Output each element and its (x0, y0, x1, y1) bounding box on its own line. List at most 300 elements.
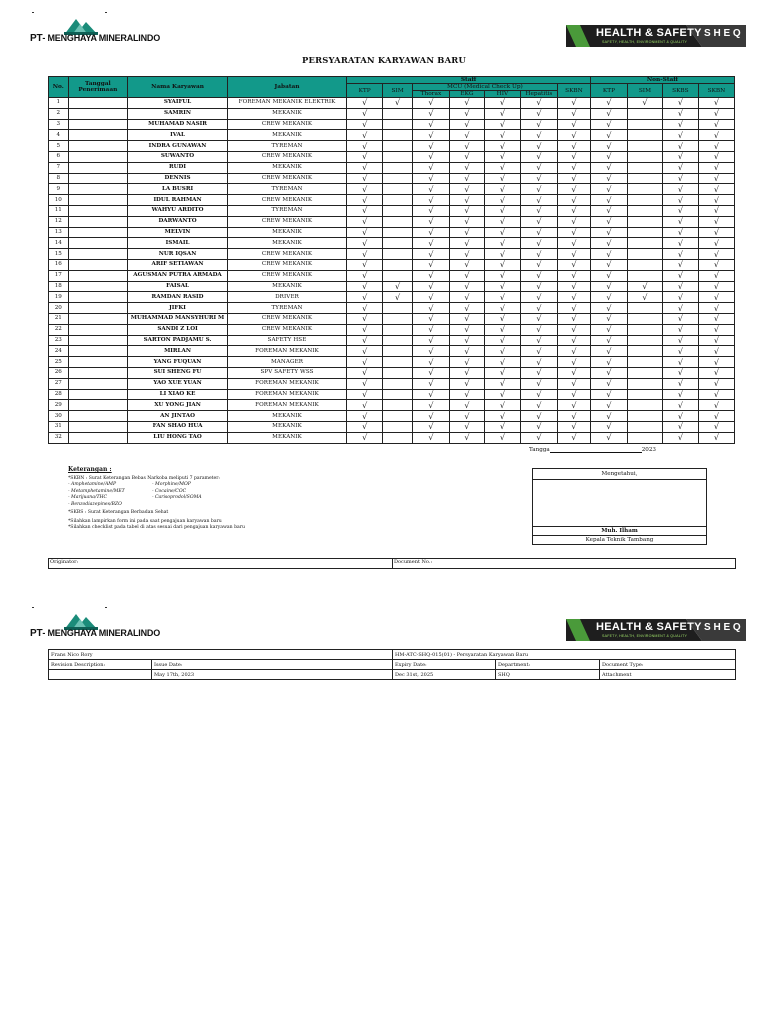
check-sim: √ (383, 98, 413, 109)
check-ns-skbn: √ (698, 367, 734, 378)
check-ns-ktp: √ (590, 119, 627, 130)
check-thorax: √ (412, 130, 449, 141)
check-thorax: √ (412, 259, 449, 270)
check-sim: √ (383, 281, 413, 292)
row-jabatan: DRIVER (227, 292, 346, 303)
table-row (49, 432, 735, 443)
check-hiv: √ (484, 303, 520, 314)
check-ktp: √ (347, 292, 383, 303)
check-skbn: √ (557, 303, 590, 314)
check-ns-sim (627, 259, 662, 270)
check-sim (383, 238, 413, 249)
check-hepatitis: √ (520, 411, 557, 422)
table-row (49, 411, 735, 422)
check-ns-skbs: √ (662, 184, 698, 195)
check-ns-skbs: √ (662, 119, 698, 130)
check-ktp: √ (347, 346, 383, 357)
row-jabatan: FOREMAN MEKANIK (227, 346, 346, 357)
row-nama: SANDI Z LOI (128, 324, 228, 335)
check-ktp: √ (347, 432, 383, 443)
check-sim (383, 151, 413, 162)
check-sim (383, 335, 413, 346)
row-no: 8 (49, 173, 69, 184)
check-hepatitis: √ (520, 108, 557, 119)
check-thorax: √ (412, 303, 449, 314)
check-ns-skbn: √ (698, 119, 734, 130)
check-ekg: √ (449, 411, 484, 422)
col-ns-sim: SIM (627, 84, 662, 98)
col-nonstaff: Non-Staff (590, 77, 734, 84)
row-nama: SYAIFUL (128, 98, 228, 109)
check-hepatitis: √ (520, 119, 557, 130)
row-nama: AN JINTAO (128, 411, 228, 422)
table-row (49, 173, 735, 184)
check-ktp: √ (347, 324, 383, 335)
health-safety-banner-footer (566, 619, 746, 641)
check-hepatitis: √ (520, 400, 557, 411)
check-ekg: √ (449, 421, 484, 432)
check-skbn: √ (557, 259, 590, 270)
check-sim (383, 259, 413, 270)
check-ns-skbn: √ (698, 400, 734, 411)
table-row (49, 259, 735, 270)
check-hiv: √ (484, 238, 520, 249)
row-jabatan: MEKANIK (227, 130, 346, 141)
check-hiv: √ (484, 119, 520, 130)
row-nama: SARTON PADJAMU S. (128, 335, 228, 346)
check-ekg: √ (449, 108, 484, 119)
originator-label: Originator: (49, 559, 393, 569)
row-no: 2 (49, 108, 69, 119)
check-hepatitis: √ (520, 281, 557, 292)
company-logo-footer (30, 610, 161, 644)
row-jabatan: MANAGER (227, 357, 346, 368)
check-ns-skbn: √ (698, 378, 734, 389)
document-title: PERSYARATAN KARYAWAN BARU (302, 55, 466, 65)
check-ns-sim (627, 303, 662, 314)
check-ns-ktp: √ (590, 162, 627, 173)
check-thorax: √ (412, 400, 449, 411)
check-ktp: √ (347, 108, 383, 119)
row-no: 27 (49, 378, 69, 389)
row-nama: SAMRIN (128, 108, 228, 119)
check-hepatitis: √ (520, 173, 557, 184)
check-hiv: √ (484, 421, 520, 432)
check-ekg: √ (449, 151, 484, 162)
row-nama: LI XIAO KE (128, 389, 228, 400)
check-ns-skbs: √ (662, 411, 698, 422)
check-ns-skbn: √ (698, 141, 734, 152)
check-ekg: √ (449, 195, 484, 206)
check-ns-sim (627, 173, 662, 184)
check-skbn: √ (557, 292, 590, 303)
row-nama: DARWANTO (128, 216, 228, 227)
row-jabatan: CREW MEKANIK (227, 195, 346, 206)
check-skbn: √ (557, 249, 590, 260)
check-ns-skbn: √ (698, 151, 734, 162)
check-ns-ktp: √ (590, 389, 627, 400)
check-thorax: √ (412, 411, 449, 422)
check-thorax: √ (412, 195, 449, 206)
check-ns-ktp: √ (590, 281, 627, 292)
col-ekg: EKG (449, 91, 484, 98)
check-sim (383, 205, 413, 216)
check-hiv: √ (484, 195, 520, 206)
check-skbn: √ (557, 98, 590, 109)
check-skbn: √ (557, 173, 590, 184)
check-thorax: √ (412, 151, 449, 162)
check-ns-ktp: √ (590, 130, 627, 141)
row-no: 16 (49, 259, 69, 270)
col-staff: Staff (347, 77, 591, 84)
skbn-intro: *SKBN : Surat Keterangan Bebas Narkoba meliputi 7 parameter: (68, 475, 220, 481)
row-jabatan: SAFETY HSE (227, 335, 346, 346)
table-row (49, 205, 735, 216)
row-no: 19 (49, 292, 69, 303)
col-sim: SIM (383, 84, 413, 98)
check-ns-ktp: √ (590, 432, 627, 443)
table-row (49, 303, 735, 314)
signer-name: Muh. Ilham (533, 527, 706, 536)
date-label: Tangga (529, 447, 550, 453)
check-hepatitis: √ (520, 357, 557, 368)
check-hiv: √ (484, 281, 520, 292)
row-nama: INDRA GUNAWAN (128, 141, 228, 152)
row-tanggal (68, 141, 128, 152)
banner-subtitle: SAFETY, HEALTH, ENVIRONMENT & QUALITY (602, 40, 688, 44)
check-hiv: √ (484, 432, 520, 443)
check-ns-skbs: √ (662, 281, 698, 292)
row-tanggal (68, 346, 128, 357)
check-sim (383, 162, 413, 173)
check-thorax: √ (412, 119, 449, 130)
check-hiv: √ (484, 357, 520, 368)
check-ns-skbs: √ (662, 303, 698, 314)
col-ns-skbs: SKBS (662, 84, 698, 98)
check-ns-skbs: √ (662, 173, 698, 184)
check-ktp: √ (347, 205, 383, 216)
row-nama: YANG FUQUAN (128, 357, 228, 368)
check-ns-ktp: √ (590, 324, 627, 335)
row-no: 32 (49, 432, 69, 443)
check-ekg: √ (449, 389, 484, 400)
check-ns-skbn: √ (698, 313, 734, 324)
check-hiv: √ (484, 151, 520, 162)
check-ns-skbs: √ (662, 432, 698, 443)
signature-area[interactable] (533, 480, 706, 527)
check-ns-sim (627, 195, 662, 206)
row-no: 23 (49, 335, 69, 346)
row-jabatan: FOREMAN MEKANIK (227, 389, 346, 400)
check-ns-skbn: √ (698, 173, 734, 184)
check-skbn: √ (557, 421, 590, 432)
check-thorax: √ (412, 281, 449, 292)
check-ekg: √ (449, 281, 484, 292)
row-tanggal (68, 270, 128, 281)
row-no: 6 (49, 151, 69, 162)
row-no: 4 (49, 130, 69, 141)
check-thorax: √ (412, 346, 449, 357)
originator-row (48, 558, 736, 569)
check-ktp: √ (347, 162, 383, 173)
check-ns-skbs: √ (662, 162, 698, 173)
check-ns-ktp: √ (590, 378, 627, 389)
check-ns-skbn: √ (698, 130, 734, 141)
table-row (49, 227, 735, 238)
row-tanggal (68, 98, 128, 109)
check-ekg: √ (449, 216, 484, 227)
check-ns-sim (627, 141, 662, 152)
check-ktp: √ (347, 173, 383, 184)
check-sim (383, 432, 413, 443)
employee-requirements-table (48, 76, 735, 444)
row-no: 22 (49, 324, 69, 335)
param-mop: - Morphine/MOP (152, 482, 191, 487)
table-row (49, 389, 735, 400)
col-hepatitis: Hepatitis (520, 91, 557, 98)
check-ns-sim (627, 378, 662, 389)
skbs-note: *SKBS : Surat Keterangan Berbadan Sehat (68, 510, 169, 515)
check-ns-ktp: √ (590, 184, 627, 195)
document-control-table (48, 649, 736, 680)
date-year: 2023 (641, 447, 656, 453)
check-ns-skbs: √ (662, 238, 698, 249)
row-tanggal (68, 367, 128, 378)
check-ns-skbn: √ (698, 357, 734, 368)
check-ns-skbn: √ (698, 227, 734, 238)
check-ekg: √ (449, 162, 484, 173)
check-ktp: √ (347, 400, 383, 411)
mark-dot (32, 607, 34, 608)
check-ns-skbn: √ (698, 162, 734, 173)
table-row (49, 378, 735, 389)
revision-value (49, 670, 152, 680)
check-thorax: √ (412, 184, 449, 195)
check-ns-sim (627, 162, 662, 173)
row-nama: JIFKI (128, 303, 228, 314)
check-hepatitis: √ (520, 432, 557, 443)
check-ktp: √ (347, 249, 383, 260)
check-hiv: √ (484, 98, 520, 109)
check-ekg: √ (449, 357, 484, 368)
check-ns-sim (627, 421, 662, 432)
check-skbn: √ (557, 130, 590, 141)
row-no: 18 (49, 281, 69, 292)
check-ns-skbn: √ (698, 303, 734, 314)
row-no: 9 (49, 184, 69, 195)
check-ns-skbs: √ (662, 227, 698, 238)
row-nama: ARIF SETIAWAN (128, 259, 228, 270)
check-sim (383, 357, 413, 368)
row-jabatan: CREW MEKANIK (227, 313, 346, 324)
row-jabatan: TYREMAN (227, 205, 346, 216)
check-ns-skbn: √ (698, 432, 734, 443)
check-ns-skbn: √ (698, 421, 734, 432)
check-hiv: √ (484, 130, 520, 141)
row-jabatan: MEKANIK (227, 421, 346, 432)
check-hepatitis: √ (520, 249, 557, 260)
table-row (49, 346, 735, 357)
check-ns-skbs: √ (662, 421, 698, 432)
row-nama: YAO XUE YUAN (128, 378, 228, 389)
check-hepatitis: √ (520, 205, 557, 216)
row-tanggal (68, 108, 128, 119)
check-hiv: √ (484, 389, 520, 400)
check-ns-sim (627, 411, 662, 422)
check-ns-sim (627, 108, 662, 119)
check-hiv: √ (484, 173, 520, 184)
check-sim (383, 195, 413, 206)
row-nama: IVAL (128, 130, 228, 141)
check-ns-sim (627, 335, 662, 346)
check-ktp: √ (347, 357, 383, 368)
attach-note: *Silahkan lampirkan form ini pada saat pengajuan karyawan baru (68, 518, 222, 524)
check-ns-skbn: √ (698, 184, 734, 195)
check-ns-ktp: √ (590, 173, 627, 184)
logo-mountain-icon (64, 15, 98, 35)
check-ns-sim (627, 216, 662, 227)
check-thorax: √ (412, 389, 449, 400)
check-ns-ktp: √ (590, 335, 627, 346)
sheq-icons: S H E Q (704, 622, 741, 633)
check-ns-sim: √ (627, 98, 662, 109)
check-ns-ktp: √ (590, 367, 627, 378)
row-nama: NUR IQSAN (128, 249, 228, 260)
row-tanggal (68, 205, 128, 216)
check-hepatitis: √ (520, 259, 557, 270)
check-ns-skbn: √ (698, 281, 734, 292)
row-nama: FAISAL (128, 281, 228, 292)
row-tanggal (68, 335, 128, 346)
check-ns-skbn: √ (698, 205, 734, 216)
row-no: 30 (49, 411, 69, 422)
check-skbn: √ (557, 324, 590, 335)
row-no: 26 (49, 367, 69, 378)
check-sim (383, 216, 413, 227)
check-ns-skbs: √ (662, 195, 698, 206)
check-ns-sim (627, 346, 662, 357)
row-jabatan: MEKANIK (227, 238, 346, 249)
check-ns-ktp: √ (590, 227, 627, 238)
row-nama: SUI SHENG FU (128, 367, 228, 378)
doctype-value: Attachment (600, 670, 736, 680)
check-ns-skbs: √ (662, 357, 698, 368)
check-sim (383, 346, 413, 357)
row-jabatan: CREW MEKANIK (227, 259, 346, 270)
row-no: 5 (49, 141, 69, 152)
check-ekg: √ (449, 378, 484, 389)
check-thorax: √ (412, 313, 449, 324)
check-ekg: √ (449, 313, 484, 324)
check-ns-skbn: √ (698, 335, 734, 346)
col-ns-skbn: SKBN (698, 84, 734, 98)
row-tanggal (68, 313, 128, 324)
sheq-icons: S H E Q (704, 28, 741, 39)
check-ns-skbs: √ (662, 141, 698, 152)
check-ns-ktp: √ (590, 205, 627, 216)
check-skbn: √ (557, 205, 590, 216)
check-ekg: √ (449, 227, 484, 238)
check-thorax: √ (412, 98, 449, 109)
check-hiv: √ (484, 108, 520, 119)
company-name: PT- MENGHAYA MINERALINDO (30, 33, 161, 44)
check-hepatitis: √ (520, 313, 557, 324)
check-hiv: √ (484, 249, 520, 260)
check-ns-skbn: √ (698, 249, 734, 260)
col-thorax: Thorax (412, 91, 449, 98)
check-thorax: √ (412, 367, 449, 378)
row-no: 20 (49, 303, 69, 314)
row-nama: AGUSMAN PUTRA ARMADA (128, 270, 228, 281)
check-ns-skbn: √ (698, 238, 734, 249)
check-ns-skbs: √ (662, 313, 698, 324)
row-tanggal (68, 151, 128, 162)
check-ktp: √ (347, 303, 383, 314)
table-row (49, 292, 735, 303)
logo-mountain-icon (64, 610, 98, 630)
check-hepatitis: √ (520, 270, 557, 281)
check-hepatitis: √ (520, 367, 557, 378)
check-thorax: √ (412, 173, 449, 184)
check-ns-ktp: √ (590, 400, 627, 411)
check-ns-ktp: √ (590, 421, 627, 432)
table-row (49, 238, 735, 249)
check-ns-skbs: √ (662, 324, 698, 335)
check-ekg: √ (449, 303, 484, 314)
check-sim (383, 367, 413, 378)
row-no: 28 (49, 389, 69, 400)
check-hiv: √ (484, 324, 520, 335)
mark-dot (105, 607, 107, 608)
row-jabatan: CREW MEKANIK (227, 216, 346, 227)
check-ns-sim (627, 400, 662, 411)
row-tanggal (68, 303, 128, 314)
row-tanggal (68, 292, 128, 303)
department-value: SHQ (496, 670, 600, 680)
check-thorax: √ (412, 216, 449, 227)
table-row (49, 184, 735, 195)
check-skbn: √ (557, 335, 590, 346)
keterangan (68, 467, 368, 532)
row-tanggal (68, 324, 128, 335)
check-hiv: √ (484, 411, 520, 422)
signer-role: Kepala Teknik Tambang (585, 537, 654, 543)
check-ktp: √ (347, 411, 383, 422)
row-no: 31 (49, 421, 69, 432)
check-ns-skbs: √ (662, 216, 698, 227)
table-row (49, 281, 735, 292)
check-ekg: √ (449, 335, 484, 346)
date-blank[interactable] (550, 447, 642, 453)
check-skbn: √ (557, 432, 590, 443)
row-jabatan: CREW MEKANIK (227, 151, 346, 162)
check-ns-skbs: √ (662, 98, 698, 109)
check-hiv: √ (484, 346, 520, 357)
check-hepatitis: √ (520, 421, 557, 432)
row-no: 11 (49, 205, 69, 216)
check-ktp: √ (347, 367, 383, 378)
check-thorax: √ (412, 108, 449, 119)
check-hiv: √ (484, 292, 520, 303)
check-skbn: √ (557, 281, 590, 292)
check-ns-ktp: √ (590, 259, 627, 270)
row-jabatan: MEKANIK (227, 227, 346, 238)
check-ns-ktp: √ (590, 141, 627, 152)
row-jabatan: CREW MEKANIK (227, 270, 346, 281)
check-ns-skbn: √ (698, 324, 734, 335)
check-ekg: √ (449, 205, 484, 216)
check-ktp: √ (347, 130, 383, 141)
